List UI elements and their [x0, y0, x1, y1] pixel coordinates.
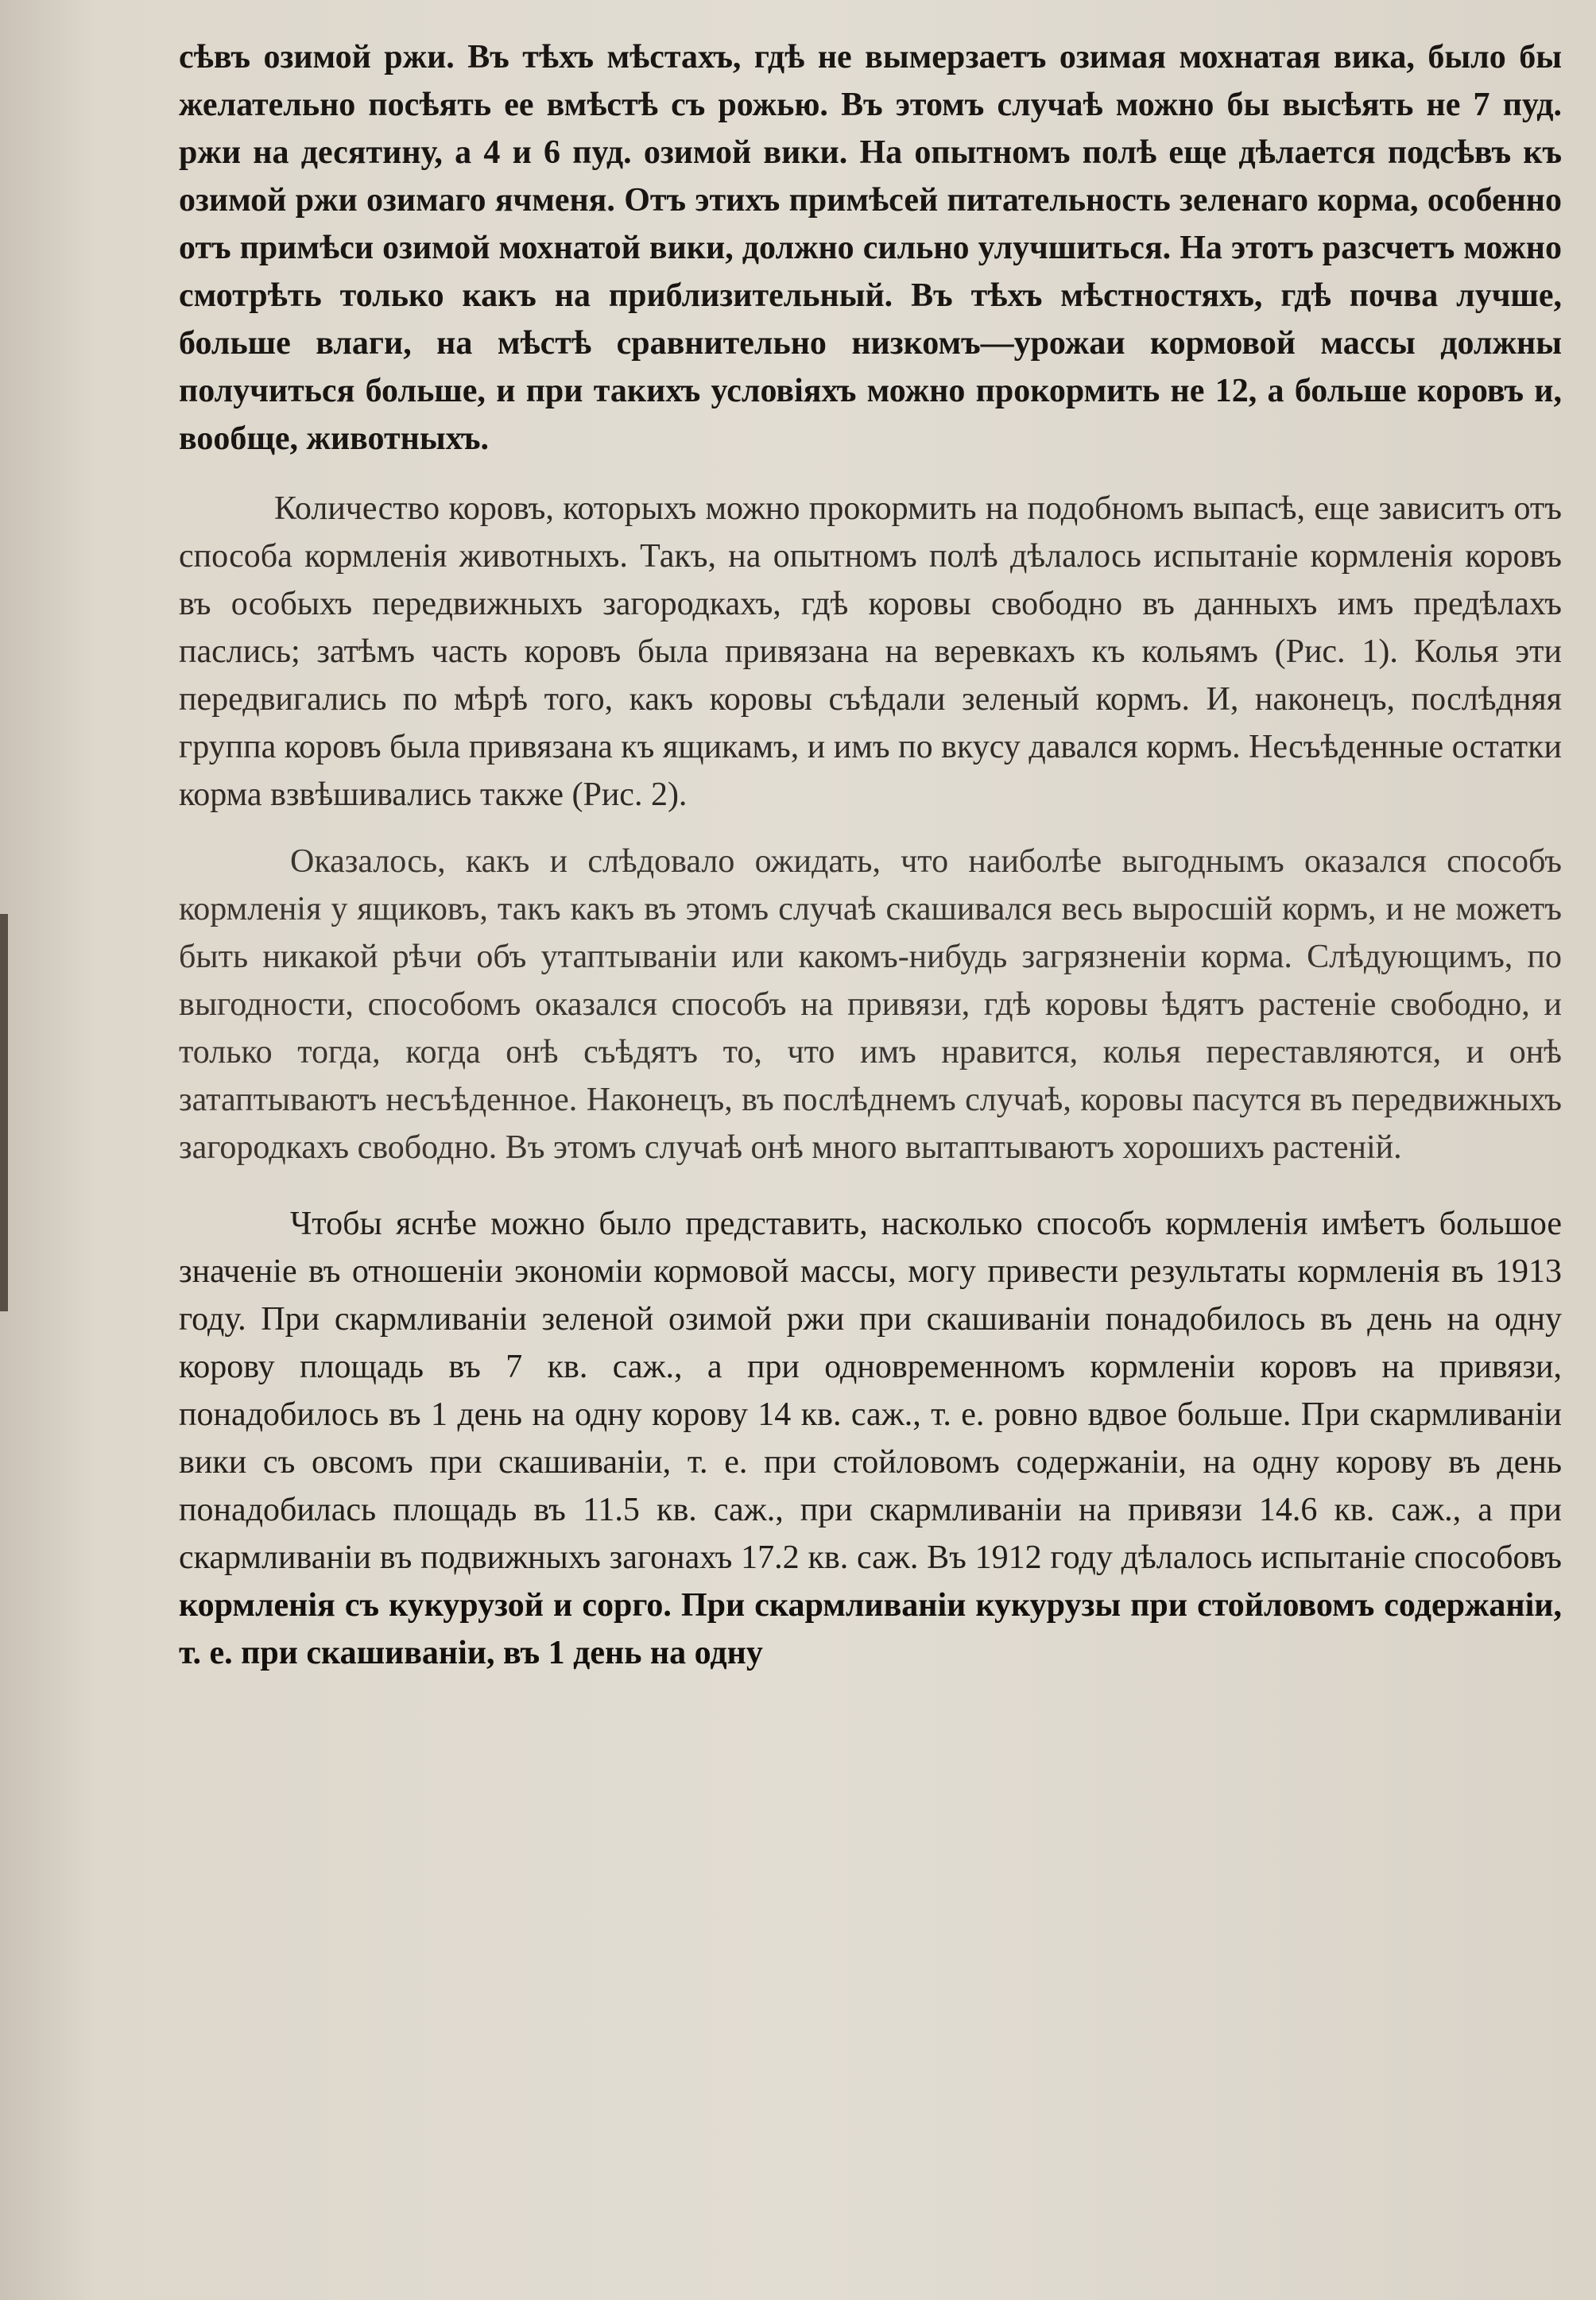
- paragraph-3: Оказалось, какъ и слѣдовало ожидать, что наиболѣе выгоднымъ оказался способъ кормленія у ящиковъ, такъ какъ въ этомъ случаѣ скашивался весь выросшій кормъ, и не можетъ быть никакой рѣчи объ утаптываніи или какомъ-нибудь загрязненіи корма. Слѣдующимъ, по выгодности, способомъ оказался способъ на привязи, гдѣ коровы ѣдятъ растеніе свободно, и только тогда, когда онѣ съѣдятъ то, что имъ нравится, колья переставляются, и онѣ затаптываютъ несъѣденное. Наконецъ, въ послѣднемъ случаѣ, коровы пасутся въ передвижныхъ загородкахъ свободно. Въ этомъ случаѣ онѣ много вытаптываютъ хорошихъ растеній.: [179, 843, 1562, 1166]
- page-fold-shadow: [0, 914, 8, 1311]
- paragraph-2: Количество коровъ, которыхъ можно прокормить на подобномъ выпасѣ, еще зависитъ отъ способа кормленія животныхъ. Такъ, на опытномъ полѣ дѣлалось испытаніе кормленія коровъ въ особыхъ передвижныхъ загородкахъ, гдѣ коровы свободно въ данныхъ имъ предѣлахъ паслись; затѣмъ часть коровъ была привязана на веревкахъ къ кольямъ (Рис. 1). Колья эти передвигались по мѣрѣ того, какъ коровы съѣдали зеленый кормъ. И, наконецъ, послѣдняя группа коровъ была привязана къ ящикамъ, и имъ по вкусу давался кормъ. Несъѣденные остатки корма взвѣшивались также (Рис. 2).: [179, 490, 1562, 813]
- paragraph-4: [179, 1200, 1562, 1677]
- paragraph-4-bold-tail: кормленія съ кукурузой и сорго. При скармливаніи кукурузы при стойловомъ содержаніи, т. е. при скашиваніи, въ 1 день на одну: [179, 1587, 1562, 1671]
- paragraph-4-text: Чтобы яснѣе можно было представить, насколько способъ кормленія имѣетъ большое значеніе въ отношеніи экономіи кормовой массы, могу привести результаты кормленія въ 1913 году. При скармливаніи зеленой озимой ржи при скашиваніи понадобилось въ день на одну корову площадь въ 7 кв. саж., а при одновременномъ кормленіи коровъ на привязи, понадобилось въ 1 день на одну корову 14 кв. саж., т. е. ровно вдвое больше. При скармливаніи вики съ овсомъ при скашиваніи, т. е. при стойловомъ содержаніи, на одну корову въ день понадобилась площадь въ 11.5 кв. саж., при скармливаніи на привязи 14.6 кв. саж., а при скармливаніи въ подвижныхъ загонахъ 17.2 кв. саж. Въ 1912 году дѣлалось испытаніе способовъ: [179, 1206, 1562, 1576]
- text-block: [179, 33, 1562, 1677]
- paragraph-1: сѣвъ озимой ржи. Въ тѣхъ мѣстахъ, гдѣ не вымерзаетъ озимая мохнатая вика, было бы желательно посѣять ее вмѣстѣ съ рожью. Въ этомъ случаѣ можно бы высѣять не 7 пуд. ржи на десятину, а 4 и 6 пуд. озимой вики. На опытномъ полѣ еще дѣлается подсѣвъ къ озимой ржи озимаго ячменя. Отъ этихъ примѣсей питательность зеленаго корма, особенно отъ примѣси озимой мохнатой вики, должно сильно улучшиться. На этотъ разсчетъ можно смотрѣть только какъ на приблизительный. Въ тѣхъ мѣстностяхъ, гдѣ почва лучше, больше влаги, на мѣстѣ сравнительно низкомъ—урожаи кормовой массы должны получиться больше, и при такихъ условіяхъ можно прокормить не 12, а больше коровъ и, вообще, животныхъ.: [179, 39, 1562, 457]
